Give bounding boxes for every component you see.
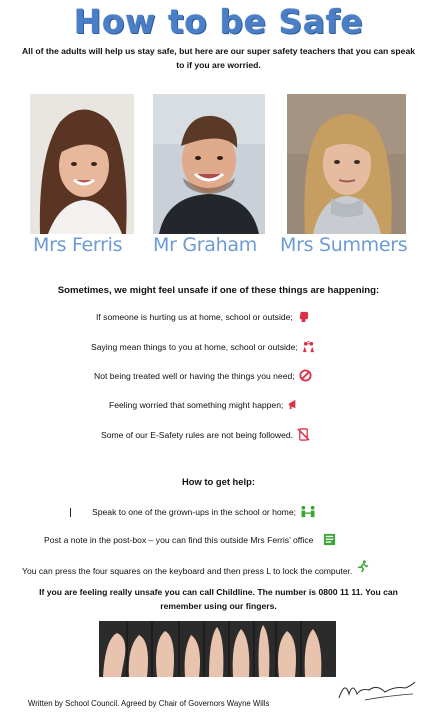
unsafe-item-mean-words: Saying mean things to you at home, school or outside;: [91, 340, 315, 353]
teacher-photo-summers: [287, 94, 406, 234]
childline-text: If you are feeling really unsafe you can call Childline. The number is 0800 11 11. You can remember using our fingers.: [39, 587, 398, 611]
fist-icon: [297, 310, 310, 323]
help-item-lock-computer: You can press the four squares on the keyboard and then press L to lock the computer.: [22, 566, 369, 576]
help-heading: How to get help:: [182, 476, 255, 487]
signature: [335, 674, 419, 706]
people-talking-icon: [300, 505, 316, 518]
help-item-post-box: Post a note in the post-box – you can find this outside Mrs Ferris’ office: [44, 533, 336, 546]
note-icon: [323, 533, 336, 546]
argument-icon: [302, 340, 315, 353]
megaphone-icon: [287, 398, 300, 411]
prohibited-icon: [299, 369, 312, 382]
teacher-photo-graham: [153, 94, 265, 234]
intro-text: All of the adults will help us stay safe, but here are our super safety teachers that you can speak to if you are worried.: [21, 46, 416, 70]
teacher-name-ferris: Mrs Ferris: [33, 234, 123, 256]
no-device-icon: [297, 428, 310, 441]
teacher-name-graham: Mr Graham: [153, 234, 257, 256]
teacher-photo-ferris: [30, 94, 134, 234]
text-cursor: [70, 508, 71, 517]
unsafe-item-hurting: If someone is hurting us at home, school or outside;: [96, 310, 310, 323]
footer-text: Written by School Council. Agreed by Chair of Governors Wayne Wills: [28, 699, 270, 708]
teacher-name-summers: Mrs Summers: [280, 234, 408, 256]
unsafe-item-worried: Feeling worried that something might happen;: [109, 398, 300, 411]
help-item-grown-ups: Speak to one of the grown-ups in the school or home;: [92, 505, 316, 518]
running-person-icon: [356, 560, 369, 573]
finger-counting-image: [99, 621, 336, 677]
unsafe-item-esafety: Some of our E-Safety rules are not being followed.: [101, 428, 310, 441]
unsafe-item-not-treated-well: Not being treated well or having the things you need;: [94, 369, 312, 382]
unsafe-heading: Sometimes, we might feel unsafe if one of these things are happening:: [57, 285, 380, 296]
page-title: How to be Safe: [73, 2, 364, 41]
